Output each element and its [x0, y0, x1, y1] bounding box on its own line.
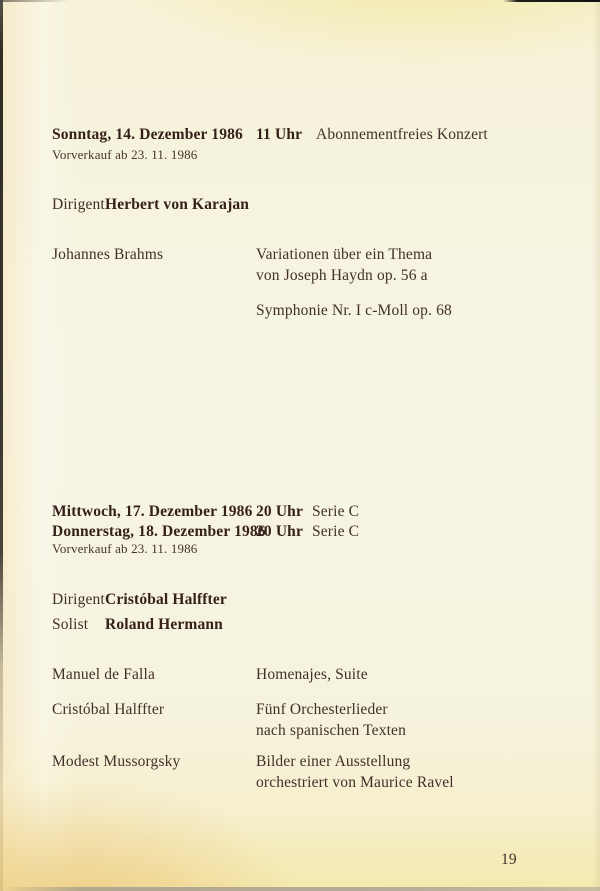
- page-edge-left: [0, 0, 3, 891]
- concert1-credit-role: Dirigent: [52, 196, 105, 213]
- concert2-credit-2-name: Roland Hermann: [105, 616, 223, 633]
- concert1-credit-name: Herbert von Karajan: [105, 196, 250, 213]
- concert2-composer-2: Cristóbal Halffter: [52, 701, 165, 718]
- concert2-date-2: Donnerstag, 18. Dezember 1986: [52, 523, 266, 540]
- page-edge-top-left: [0, 0, 70, 2]
- concert2-composer-1: Manuel de Falla: [52, 666, 155, 683]
- concert1-time: 11 Uhr: [256, 126, 303, 143]
- concert1-composer-1: Johannes Brahms: [52, 246, 164, 263]
- concert2-series-1: Serie C: [312, 503, 360, 520]
- concert2-credit-1-role: Dirigent: [52, 591, 105, 608]
- page-edge-bottom: [0, 887, 600, 891]
- page-edge-right: [593, 0, 600, 891]
- page-number: 19: [501, 851, 517, 868]
- concert1-date: Sonntag, 14. Dezember 1986: [52, 126, 243, 143]
- concert2-work-1-line-1: Homenajes, Suite: [256, 666, 368, 683]
- concert1-series: Abonnementfreies Konzert: [316, 126, 488, 143]
- concert2-work-2-line-2: nach spanischen Texten: [256, 722, 406, 739]
- concert2-time-2: 20 Uhr: [256, 523, 303, 540]
- concert2-work-2-line-1: Fünf Orchesterlieder: [256, 701, 388, 718]
- concert2-credit-2-role: Solist: [52, 616, 89, 633]
- concert2-presale-note: Vorverkauf ab 23. 11. 1986: [52, 541, 198, 556]
- concert1-work-2-line-1: Symphonie Nr. I c-Moll op. 68: [256, 302, 452, 319]
- concert2-work-3-line-1: Bilder einer Ausstellung: [256, 753, 411, 770]
- concert2-series-2: Serie C: [312, 523, 360, 540]
- concert1-work-1-line-1: Variationen über ein Thema: [256, 246, 433, 263]
- concert1-presale-note: Vorverkauf ab 23. 11. 1986: [52, 147, 198, 162]
- concert2-date-1: Mittwoch, 17. Dezember 1986: [52, 503, 253, 520]
- concert2-work-3-line-2: orchestriert von Maurice Ravel: [256, 774, 454, 791]
- page-edge-top-right: [503, 0, 600, 2]
- concert2-time-1: 20 Uhr: [256, 503, 303, 520]
- concert2-composer-3: Modest Mussorgsky: [52, 753, 181, 770]
- concert2-credit-1-name: Cristóbal Halffter: [105, 591, 227, 608]
- concert1-work-1-line-2: von Joseph Haydn op. 56 a: [256, 267, 428, 284]
